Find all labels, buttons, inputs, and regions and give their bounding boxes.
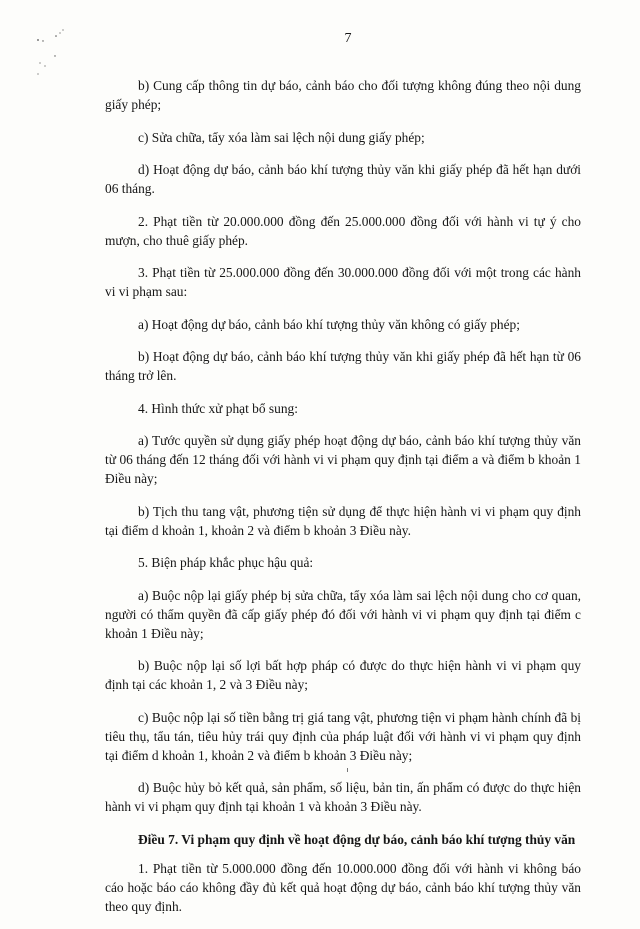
paragraph: 5. Biện pháp khắc phục hậu quả:	[138, 555, 314, 570]
paragraph: a) Tước quyền sử dụng giấy phép hoạt động dự báo, cảnh báo khí tượng thủy văn từ 06 tháng đến 12 tháng đối với hành vi vi phạm quy định tại điểm a và điểm b khoản 1 Điều này;	[105, 433, 581, 486]
paragraph: b) Cung cấp thông tin dự báo, cảnh báo cho đối tượng không đúng theo nội dung giấy phép;	[105, 78, 581, 112]
paragraph: a) Hoạt động dự báo, cảnh báo khí tượng thủy văn không có giấy phép;	[138, 316, 520, 332]
paragraph: c) Buộc nộp lại số tiền bằng trị giá tang vật, phương tiện vi phạm hành chính đã bị tiêu thụ, tẩu tán, tiêu hủy trái quy định của pháp luật đối với hành vi vi phạm quy định tại điểm d khoản 1, khoản 2 và điểm b khoản 3 Điều này;	[105, 709, 581, 763]
paragraph: 4. Hình thức xử phạt bổ sung:	[138, 400, 298, 416]
page-number: 7	[344, 31, 352, 46]
paragraph: b) Buộc nộp lại số lợi bất hợp pháp có được do thực hiện hành vi vi phạm quy định tại các khoản 1, 2 và 3 Điều này;	[105, 658, 581, 692]
document-body	[105, 76, 581, 929]
article-heading: Điều 7. Vi phạm quy định về hoạt động dự báo, cảnh báo khí tượng thủy văn	[138, 831, 576, 847]
paragraph: d) Hoạt động dự báo, cảnh báo khí tượng thủy văn khi giấy phép đã hết hạn dưới 06 tháng.	[105, 162, 581, 196]
paragraph: a) Buộc nộp lại giấy phép bị sửa chữa, tẩy xóa làm sai lệch nội dung cho cơ quan, người có thẩm quyền đã cấp giấy phép đó đối với hành vi vi phạm quy định tại điểm c khoản 1 Điều này;	[105, 587, 581, 641]
paragraph: 3. Phạt tiền từ 25.000.000 đồng đến 30.000.000 đồng đối với một trong các hành vi vi phạm sau:	[105, 265, 581, 299]
paragraph: d) Buộc hủy bỏ kết quả, sản phẩm, số liệu, bản tin, ấn phẩm có được do thực hiện hành vi vi phạm quy định tại khoản 1 và khoản 3 Điều này.	[105, 780, 581, 814]
paragraph: 2. Phạt tiền từ 20.000.000 đồng đến 25.000.000 đồng đối với hành vi tự ý cho mượn, cho thuê giấy phép.	[105, 213, 581, 248]
paragraph: b) Tịch thu tang vật, phương tiện sử dụng để thực hiện hành vi vi phạm quy định tại điểm d khoản 1, khoản 2 và điểm b khoản 3 Điều này.	[105, 503, 581, 538]
paragraph: b) Hoạt động dự báo, cảnh báo khí tượng thủy văn khi giấy phép đã hết hạn từ 06 tháng trở lên.	[105, 349, 581, 383]
paragraph: c) Sửa chữa, tẩy xóa làm sai lệch nội dung giấy phép;	[138, 129, 425, 145]
paragraph: 1. Phạt tiền từ 5.000.000 đồng đến 10.000.000 đồng đối với hành vi không báo cáo hoặc báo cáo không đầy đủ kết quả hoạt động dự báo, cảnh báo khí tượng thủy văn theo quy định.	[105, 860, 581, 914]
scan-speck-mark	[346, 768, 349, 772]
